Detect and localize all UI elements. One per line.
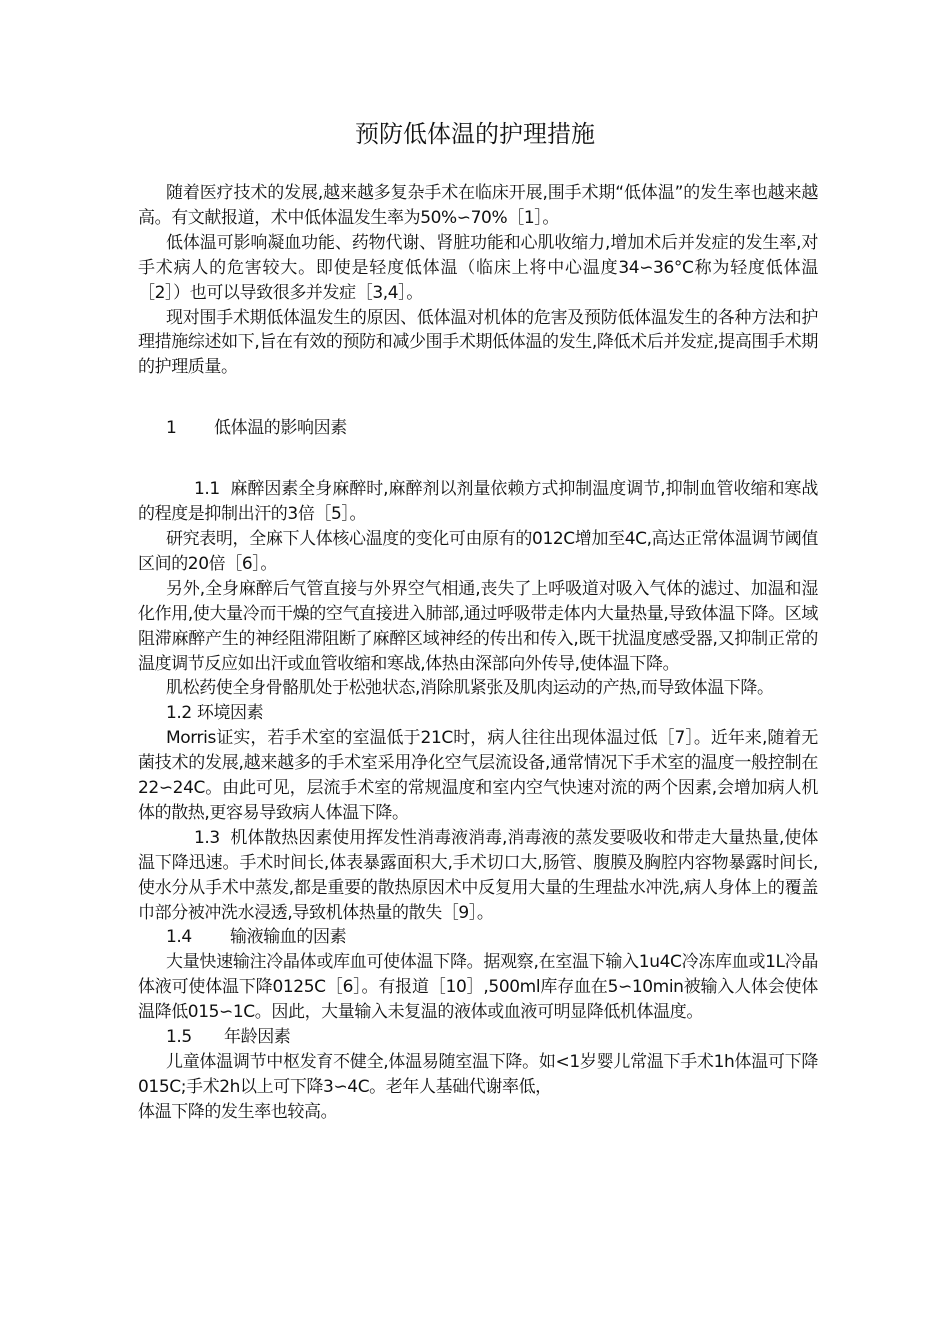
document-body (138, 181, 818, 1125)
subsection-1-5-paragraph: 儿童体温调节中枢发育不健全,体温易随室温下降。如<1岁婴儿常温下手术1h体温可下降015C;手术2h以上可下降3∽4C。老年人基础代谢率低， (138, 1052, 818, 1097)
subsection-title: 输液输血的因素 (230, 927, 347, 948)
subsection-number: 1.5 (166, 1027, 192, 1048)
section-title: 低体温的影响因素 (214, 418, 347, 439)
subsection-heading-1-4 (138, 925, 818, 950)
intro-paragraph-2: 低体温可影响凝血功能、药物代谢、肾脏功能和心肌收缩力,增加术后并发症的发生率,对手术病人的危害较大。即使是轻度低体温（临床上将中心温度34∽36°C称为轻度低体温［2］）也可以导致很多并发症［3,4］。 (138, 232, 818, 303)
subsection-1-5-paragraph-cont: 体温下降的发生率也较高。 (138, 1101, 338, 1122)
subsection-1-2-paragraph: Morris证实，若手术室的室温低于21C时，病人往往出现体温过低［7］。近年来,随着无菌技术的发展,越来越多的手术室采用净化空气层流设备,通常情况下手术室的温度一般控制在22∽24C。由此可见，层流手术室的常规温度和室内空气快速对流的两个因素,会增加病人机体的散热,更容易导致病人体温下降。 (138, 728, 818, 823)
subsection-heading-1-2: 1.2 环境因素 (166, 703, 264, 724)
subsection-number: 1.3 (194, 827, 220, 848)
subsection-text: 机体散热因素使用挥发性消毒液消毒,消毒液的蒸发要吸收和带走大量热量,使体温下降迅速。手术时间长,体表暴露面积大,手术切口大,肠管、腹膜及胸腔内容物暴露时间长,使水分从手术中蒸发,都是重要的散热原因术中反复用大量的生理盐水冲洗,病人身体上的覆盖巾部分被冲洗水浸透,导致机体热量的散失［9］。 (138, 827, 818, 923)
subsection-1-1-paragraph-4: 肌松药使全身骨骼肌处于松弛状态,消除肌紧张及肌肉运动的产热,而导致体温下降。 (166, 678, 774, 699)
subsection-number: 1.4 (166, 927, 192, 948)
intro-paragraph-1: 随着医疗技术的发展,越来越多复杂手术在临床开展,围手术期“低体温”的发生率也越来越高。有文献报道，术中低体温发生率为50%∽70%［1］。 (138, 183, 818, 228)
subsection-text: 麻醉因素全身麻醉时,麻醉剂以剂量依赖方式抑制温度调节,抑制血管收缩和寒战的程度是抑制出汗的3倍［5］。 (138, 479, 819, 525)
intro-paragraph-3: 现对围手术期低体温发生的原因、低体温对机体的危害及预防低体温发生的各种方法和护理措施综述如下,旨在有效的预防和减少围手术期低体温的发生,降低术后并发症,提高围手术期的护理质量。 (138, 307, 818, 378)
subsection-heading-1-5 (138, 1025, 818, 1050)
section-heading-1 (138, 416, 818, 441)
spacer (138, 380, 818, 416)
subsection-1-1-paragraph-3: 另外,全身麻醉后气管直接与外界空气相通,丧失了上呼吸道对吸入气体的滤过、加温和湿化作用,使大量冷而干燥的空气直接进入肺部,通过呼吸带走体内大量热量,导致体温下降。区域阻滞麻醉产生的神经阻滞阻断了麻醉区域神经的传出和传入,既干扰温度感受器,又抑制正常的温度调节反应如出汗或血管收缩和寒战,体热由深部向外传导,使体温下降。 (138, 578, 818, 674)
subsection-1-1-paragraph-2: 研究表明，全麻下人体核心温度的变化可由原有的012C增加至4C,高达正常体温调节阈值区间的20倍［6］。 (138, 528, 818, 574)
subsection-title: 年龄因素 (224, 1027, 291, 1048)
spacer (138, 441, 818, 477)
section-number: 1 (166, 418, 177, 439)
document-title: 预防低体温的护理措施 (355, 120, 595, 148)
subsection-1-3-paragraph (138, 826, 818, 926)
subsection-number: 1.1 (194, 479, 220, 500)
subsection-1-1-paragraph (138, 477, 818, 527)
subsection-1-4-paragraph: 大量快速输注冷晶体或库血可使体温下降。据观察,在室温下输入1u4C冷冻库血或1L冷晶体液可使体温下降0125C［6］。有报道［10］,500ml库存血在5∽10min被输入人体会使体温降低015∽1C。因此，大量输入未复温的液体或血液可明显降低机体温度。 (138, 952, 818, 1023)
